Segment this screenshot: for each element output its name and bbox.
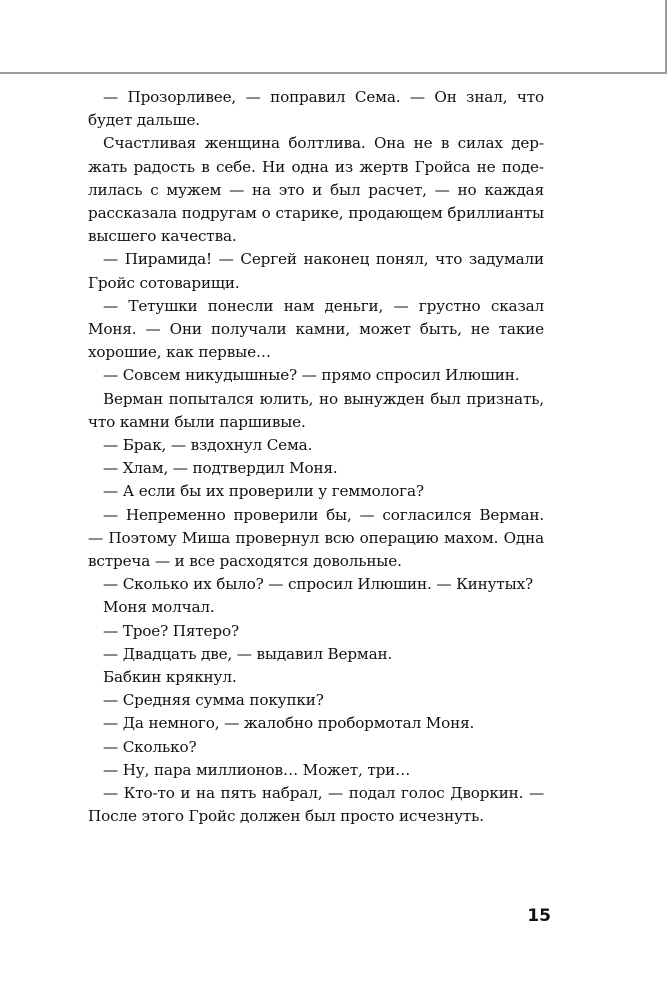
paragraph: — А если бы их проверили у геммолога? (103, 482, 424, 501)
paragraph: — Ну, пара миллионов… Может, три… (103, 760, 411, 779)
paragraph: — Прозорливее, — поправил Сема. — Он знал, что будет дальше. (88, 88, 544, 130)
paragraph: — Сколько их было? — спросил Илюшин. — Кинутых? (103, 575, 534, 594)
paragraph: Верман попытался юлить, но вынужден был признать, что камни были паршивые. (88, 389, 544, 431)
paragraph: — Хлам, — подтвердил Моня. (103, 459, 338, 478)
paragraph: — Совсем никудышные? — прямо спросил Илюшин. (103, 366, 520, 385)
page-number: 15 (527, 906, 551, 926)
paragraph: — Сколько? (103, 737, 197, 756)
paragraph: — Непременно проверили бы, — согласился Верман. — Поэтому Миша провернул всю операцию махом. Одна встреча — и все расходятся довольные. (88, 505, 544, 571)
paragraph: — Пирамида! — Сергей наконец понял, что задумали Гройс сотоварищи. (88, 250, 544, 292)
paragraph: Моня молчал. (103, 598, 215, 617)
paragraph: — Да немного, — жалобно пробормотал Моня. (103, 714, 475, 733)
paragraph: — Брак, — вздохнул Сема. (103, 436, 313, 455)
paragraph: Счастливая женщина болтлива. Она не в силах держать радость в себе. Ни одна из жертв Гройса не поделилась с мужем — на это и был расчет, — но каждая рассказала подругам о старике, продающем бриллианты высшего качества. (88, 134, 544, 246)
paragraph: — Двадцать две, — выдавил Верман. (103, 644, 393, 663)
paragraph: — Кто-то и на пять набрал, — подал голос Дворкин. — После этого Гройс должен был просто исчезнуть. (88, 784, 544, 826)
previous-page-edge (0, 0, 667, 74)
paragraph: — Тетушки понесли нам деньги, — грустно сказал Моня. — Они получали камни, может быть, не такие хорошие, как первые… (88, 296, 544, 362)
paragraph: Бабкин крякнул. (103, 668, 237, 687)
page-text (88, 86, 544, 829)
paragraph: — Трое? Пятеро? (103, 621, 239, 640)
paragraph: — Средняя сумма покупки? (103, 691, 324, 710)
